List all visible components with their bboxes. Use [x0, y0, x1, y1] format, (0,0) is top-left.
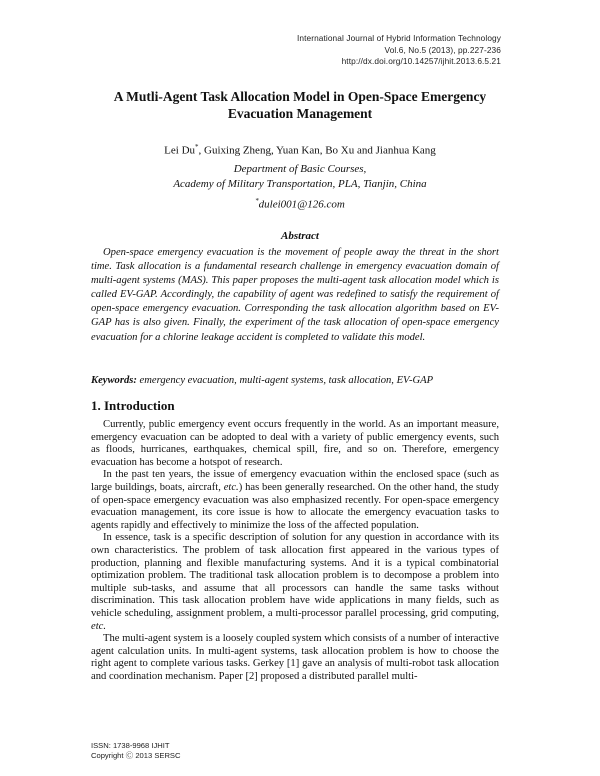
footer-issn: ISSN: 1738-9968 IJHIT: [91, 741, 170, 750]
title-line-1: A Mutli-Agent Task Allocation Model in Open-Space Emergency: [113, 89, 487, 104]
first-author: Lei Du: [164, 144, 196, 157]
journal-header: [201, 33, 501, 68]
paragraph-2: [91, 469, 499, 532]
journal-name: International Journal of Hybrid Information Technology: [296, 33, 501, 43]
section-heading-introduction: 1. Introduction: [91, 398, 175, 413]
keywords-label: Keywords:: [91, 375, 137, 386]
author-email: [90, 194, 510, 212]
title-line-2: Evacuation Management: [227, 106, 373, 121]
email-address[interactable]: dulei001@126.com: [258, 198, 345, 211]
journal-volume: Vol.6, No.5 (2013), pp.227-236: [384, 44, 501, 55]
affiliation: [90, 162, 510, 192]
email-mark: *: [255, 197, 259, 205]
paragraph-1: Currently, public emergency event occurs frequently in the world. As an important measure, emergency evacuation can be adopted to deal with a variety of public emergency events, such as floods, hurricanes, earthquakes, chemical spill, fire, and so on. Therefore, emergency evacuation has become a hotspot of research.: [91, 419, 499, 468]
paragraph-3: [91, 532, 499, 633]
paragraph-2-part-a: In the past ten years, the issue of emergency evacuation within the enclosed space (such as large buildings, boats, aircraft,: [91, 469, 499, 493]
paragraph-3-etc: etc.: [91, 620, 106, 632]
paragraph-4: The multi-agent system is a loosely coupled system which consists of a number of interactive agent calculation units. In multi-agent systems, task allocation problem is how to choose the right agent to complete various tasks. Gerkey [1] gave an analysis of multi-robot task allocation and coordination mechanism. Paper [2] proposed a distributed parallel multi-: [91, 633, 499, 682]
abstract-heading: Abstract: [281, 230, 319, 242]
affiliation-department: Department of Basic Courses,: [233, 163, 367, 175]
other-authors: , Guixing Zheng, Yuan Kan, Bo Xu and Jianhua Kang: [198, 144, 436, 157]
keywords: [91, 374, 511, 388]
keywords-text: emergency evacuation, multi-agent systems, task allocation, EV-GAP: [136, 375, 434, 386]
paragraph-3-part-a: In essence, task is a specific description of solution for any question in accordance with its own characteristics. The problem of task allocation first appeared in the various types of production, planning and flexible manufacturing systems. And it is a typical combinatorial optimization problem. The traditional task allocation problem is to decompose a problem into multiple sub-tasks, and assume that all processors can handle the same tasks without discrimination. This task allocation problem have wide applications in many fields, such as vehicle scheduling, assignment problem, a multi-processor parallel processing, grid computing,: [91, 532, 499, 619]
abstract-text: Open-space emergency evacuation is the movement of people away the threat in the short time. Task allocation is a fundamental research challenge in emergency evacuation domain of multi-agent systems (MAS). This paper proposes the multi-agent task allocation model which is called EV-GAP. Accordingly, the capability of agent was redefined to satisfy the requirement of open-space emergency evacuation. Corresponding the task allocation algorithm based on EV-GAP has is also given. Finally, the experiment of the task allocation of open-space emergency evacuation for a chlorine leakage accident is completed to validate this model.: [91, 247, 499, 343]
paragraph-2-etc: etc.: [223, 481, 239, 493]
corresponding-author-mark: *: [195, 143, 199, 151]
doi-link[interactable]: http://dx.doi.org/10.14257/ijhit.2013.6.5.21: [341, 56, 501, 66]
paper-title: [90, 88, 510, 122]
introduction-body: [91, 419, 499, 683]
author-list: [90, 140, 510, 158]
affiliation-institution: Academy of Military Transportation, PLA, Tianjin, China: [173, 178, 427, 190]
footer-copyright: Copyright Ⓒ 2013 SERSC: [91, 751, 181, 760]
page-footer: [91, 741, 291, 761]
paragraph-2-part-b: ) has been generally researched. On the other hand, the study of open-space emergency evacuation was also emphasized recently. For open-space emergency evacuation management, its core issue is how to allocate the emergency evacuation tasks to agents rapidly and effectively to minimize the loss of the affected population.: [91, 481, 499, 531]
